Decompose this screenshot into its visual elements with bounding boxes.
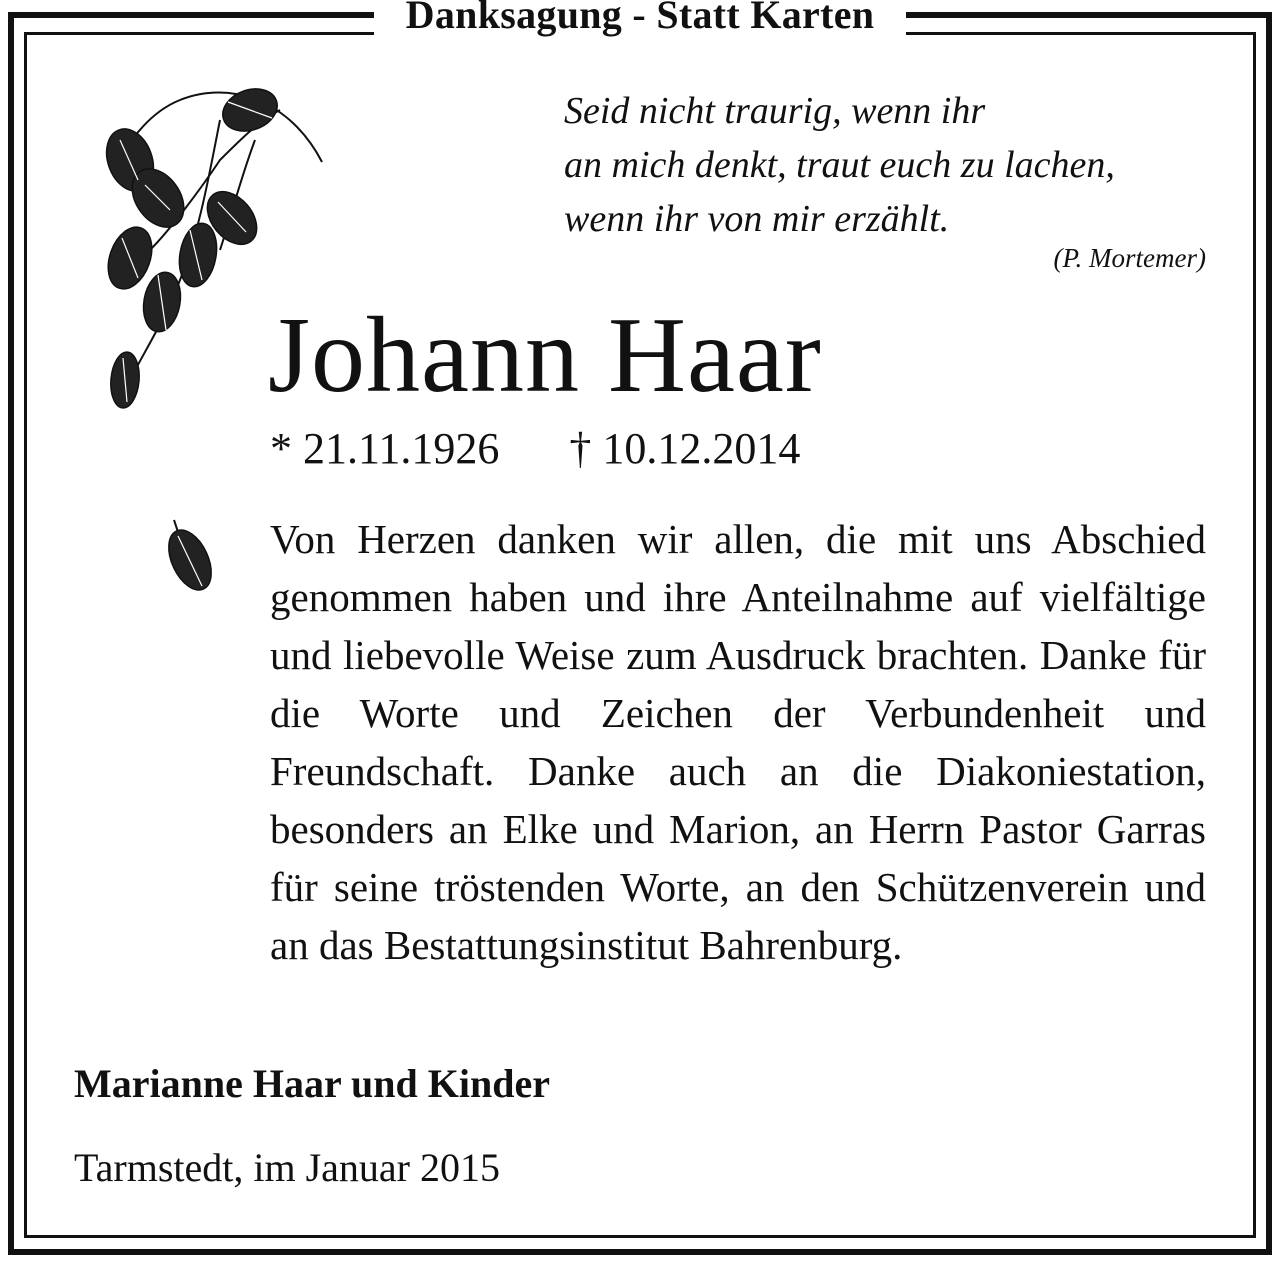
birth-date: * 21.11.1926 (270, 424, 500, 473)
header (0, 0, 1280, 38)
quote-line: Seid nicht traurig, wenn ihr (564, 90, 986, 132)
quote-author: (P. Mortemer) (1053, 243, 1206, 273)
deceased-name: Johann Haar (268, 296, 822, 415)
header-title: Danksagung - Statt Karten (374, 0, 907, 38)
place-date: Tarmstedt, im Januar 2015 (74, 1145, 500, 1190)
quote (564, 84, 1206, 246)
quote-line: wenn ihr von mir erzählt. (564, 198, 950, 240)
life-dates (270, 422, 800, 476)
falling-leaf-icon (160, 512, 220, 602)
signature: Marianne Haar und Kinder (74, 1061, 550, 1106)
death-date: † 10.12.2014 (569, 424, 801, 473)
thank-you-text: Von Herzen danken wir allen, die mit uns Abschied genommen haben und ihre Anteilnahme auf vielfältige und liebevolle Weise zum Ausdruck brachten. Danke für die Worte und Zeichen der Verbundenheit und Freundschaft. Danke auch an die Diakoniestation, besonders an Elke und Marion, an Herrn Pastor Garras für seine tröstenden Worte, an den Schützenverein und an das Bestattungsinstitut Bahrenburg. (270, 516, 1206, 968)
quote-line: an mich denkt, traut euch zu lachen, (564, 144, 1115, 186)
